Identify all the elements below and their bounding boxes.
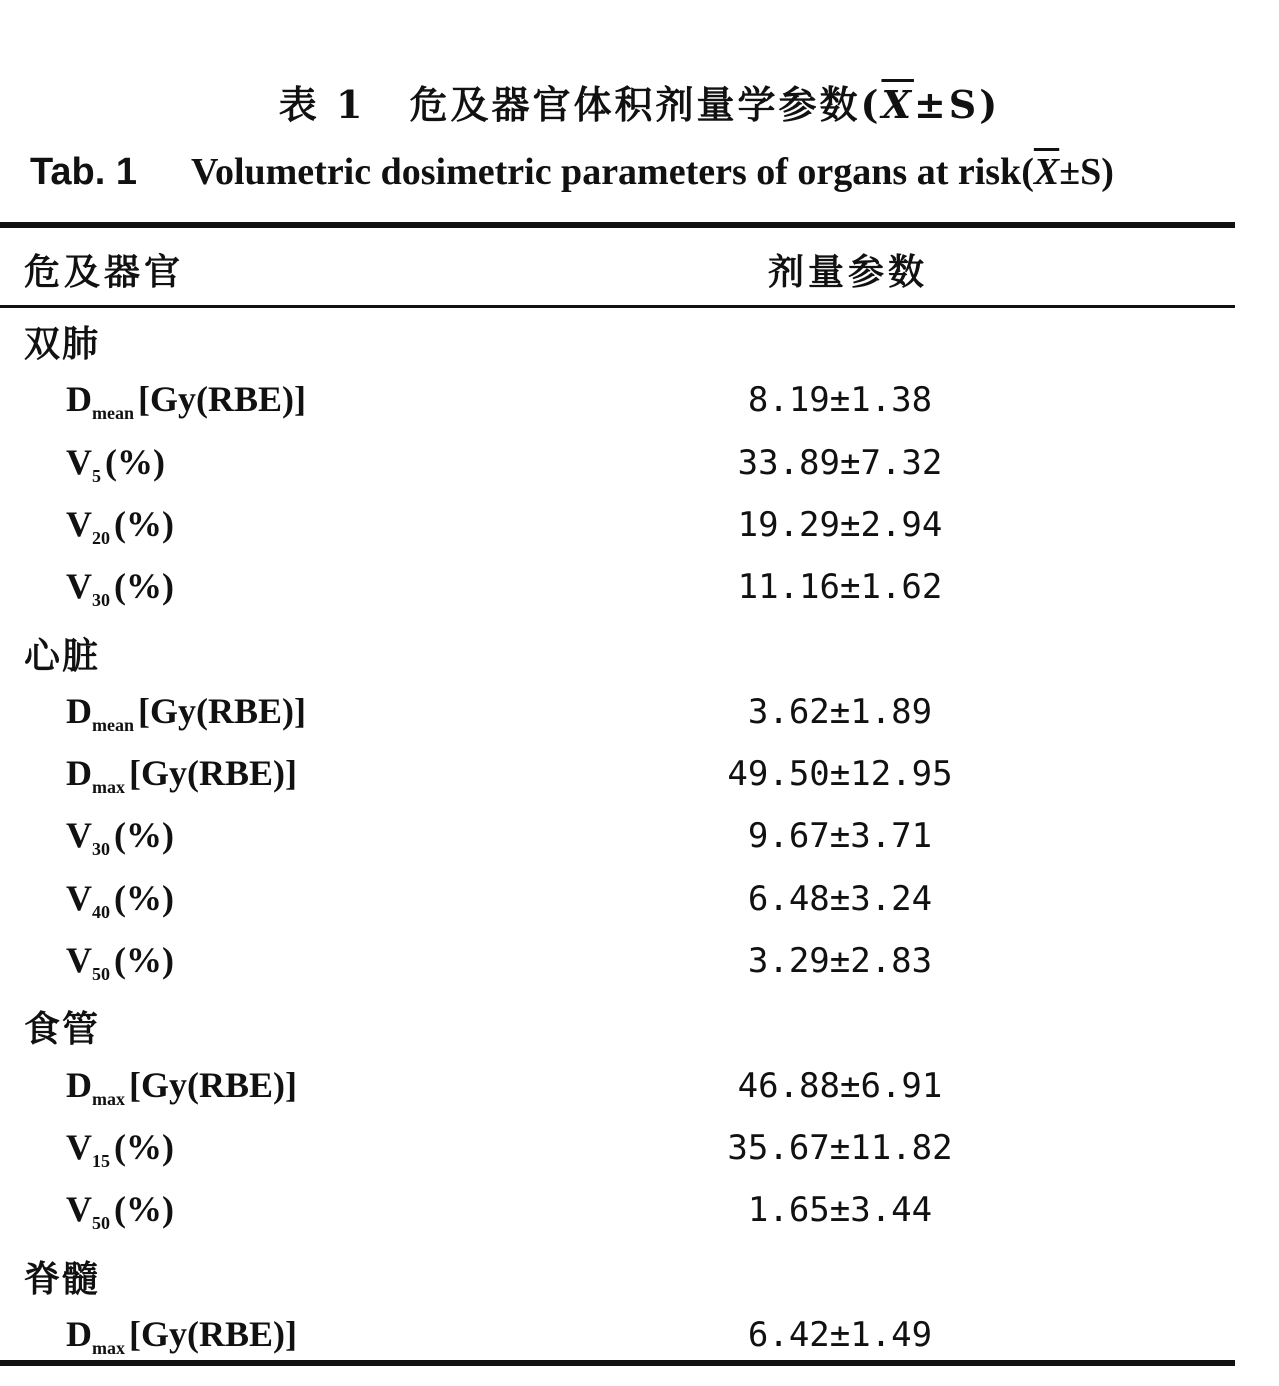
organ-name: 食管 — [24, 1008, 101, 1051]
organ-group-row — [0, 1243, 1235, 1305]
parameter-unit: [Gy(RBE)] — [129, 1064, 297, 1105]
parameter-value: 35.67±11.82 — [727, 1127, 953, 1168]
table-row — [0, 433, 1235, 495]
caption-en-tail: ±S) — [1059, 151, 1114, 193]
dose-parameter — [66, 441, 165, 486]
column-header-organ: 危及器官 — [24, 251, 185, 293]
table-row — [0, 744, 1235, 806]
dose-parameter — [66, 1313, 297, 1358]
dose-parameter — [66, 503, 174, 548]
table-row — [0, 495, 1235, 557]
column-header-param: 剂量参数 — [768, 251, 929, 293]
parameter-subscript: 30 — [92, 590, 110, 611]
organ-name: 脊髓 — [24, 1257, 101, 1300]
mean-symbol-en: $\overline{X}$ — [1033, 151, 1060, 193]
parameter-subscript: 40 — [92, 901, 110, 922]
dose-parameter — [66, 378, 306, 424]
parameter-symbol: D — [66, 690, 92, 731]
organ-name: 心脏 — [24, 634, 101, 677]
caption-cn-text: 危及器官体积剂量学参数( — [409, 82, 882, 127]
parameter-value: 49.50±12.95 — [727, 754, 953, 795]
parameter-unit: (%) — [114, 815, 174, 856]
organ-group-row — [0, 620, 1235, 682]
parameter-subscript: mean — [92, 714, 134, 735]
parameter-unit: (%) — [114, 1189, 174, 1230]
parameter-subscript: 5 — [92, 465, 101, 486]
parameter-unit: (%) — [105, 441, 165, 482]
parameter-subscript: mean — [92, 403, 134, 424]
table-row — [0, 1180, 1235, 1242]
parameter-value: 19.29±2.94 — [737, 504, 943, 545]
parameter-unit: (%) — [114, 503, 174, 544]
parameter-value: 11.16±1.62 — [737, 567, 943, 608]
caption-cn-tail: ±S) — [913, 82, 1001, 127]
parameter-value: 9.67±3.71 — [747, 816, 933, 857]
dose-parameter — [66, 690, 306, 735]
caption-en-text: Volumetric dosimetric parameters of organs at risk( — [191, 151, 1034, 193]
parameter-unit: [Gy(RBE)] — [129, 1313, 297, 1354]
parameter-symbol: D — [66, 379, 92, 420]
table-row — [0, 1056, 1235, 1118]
mean-symbol: $\overline{X}$ — [881, 82, 914, 127]
table-row — [0, 806, 1235, 868]
organ-group-row — [0, 308, 1235, 370]
parameter-value: 46.88±6.91 — [737, 1065, 943, 1106]
parameter-unit: [Gy(RBE)] — [138, 690, 306, 731]
parameter-value: 6.48±3.24 — [747, 878, 933, 919]
parameter-unit: (%) — [114, 1126, 174, 1167]
parameter-subscript: 50 — [92, 1213, 110, 1234]
table-row — [0, 1118, 1235, 1180]
parameter-value: 6.42±1.49 — [747, 1314, 933, 1355]
table-row — [0, 931, 1235, 993]
table-bottom-rule — [0, 1360, 1235, 1366]
table-top-rule — [0, 222, 1235, 228]
parameter-unit: (%) — [114, 940, 174, 980]
organ-group-row — [0, 993, 1235, 1055]
parameter-unit: (%) — [114, 566, 174, 607]
table-row — [0, 1305, 1235, 1367]
organ-name: 双肺 — [24, 323, 101, 365]
dose-parameter — [66, 877, 174, 922]
parameter-subscript: 20 — [92, 527, 110, 548]
dose-parameter — [66, 939, 174, 984]
parameter-symbol: V — [66, 1126, 92, 1167]
parameter-subscript: max — [92, 777, 125, 798]
table-row — [0, 682, 1235, 744]
caption-cn-label: 表 1 — [278, 82, 366, 127]
parameter-symbol: D — [66, 753, 92, 794]
parameter-subscript: 50 — [92, 964, 110, 984]
parameter-subscript: max — [92, 1337, 125, 1358]
parameter-value: 3.29±2.83 — [747, 941, 933, 981]
parameter-symbol: V — [66, 940, 92, 980]
caption-en-label: Tab. 1 — [30, 151, 137, 193]
parameter-symbol: D — [66, 1064, 92, 1105]
parameter-symbol: V — [66, 441, 92, 482]
table-row — [0, 557, 1235, 619]
parameter-symbol: D — [66, 1313, 92, 1354]
parameter-symbol: V — [66, 815, 92, 856]
parameter-unit: [Gy(RBE)] — [129, 753, 297, 794]
parameter-subscript: max — [92, 1088, 125, 1109]
dose-parameter — [66, 565, 174, 611]
caption-english — [30, 150, 1114, 194]
dose-parameter — [66, 1188, 174, 1234]
parameter-value: 33.89±7.32 — [737, 442, 943, 483]
dose-parameter — [66, 1126, 174, 1171]
parameter-subscript: 15 — [92, 1150, 110, 1171]
parameter-unit: (%) — [114, 877, 174, 918]
parameter-unit: [Gy(RBE)] — [138, 379, 306, 420]
caption-chinese — [0, 74, 1279, 129]
parameter-subscript: 30 — [92, 839, 110, 860]
parameter-value: 3.62±1.89 — [747, 691, 933, 732]
parameter-value: 8.19±1.38 — [747, 380, 933, 421]
table-row — [0, 370, 1235, 432]
parameter-value: 1.65±3.44 — [747, 1190, 933, 1231]
dose-parameter — [66, 1064, 297, 1109]
table-row — [0, 869, 1235, 931]
parameter-symbol: V — [66, 503, 92, 544]
dose-parameter — [66, 752, 297, 798]
dose-parameter — [66, 814, 174, 860]
parameter-symbol: V — [66, 877, 92, 918]
parameter-symbol: V — [66, 1189, 92, 1230]
parameter-symbol: V — [66, 566, 92, 607]
